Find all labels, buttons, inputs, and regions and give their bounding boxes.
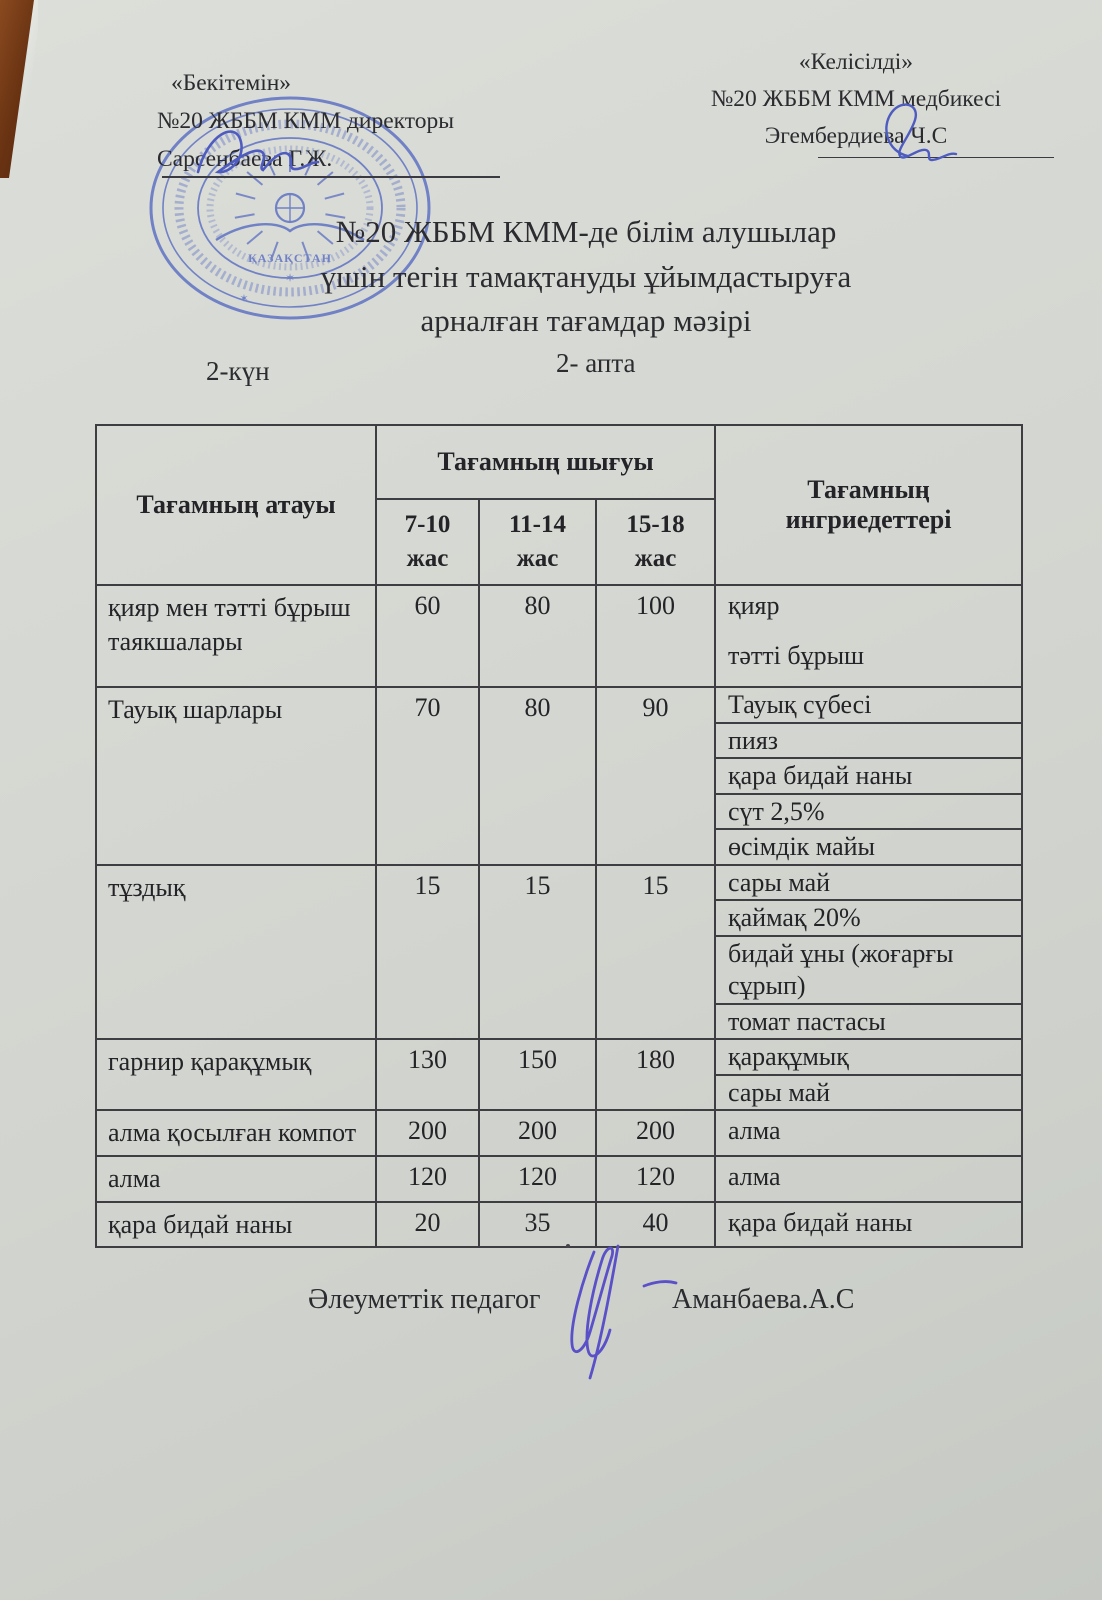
ingredient-item: томат пастасы [728, 1006, 886, 1036]
portion-7-10-cell: 60 [376, 585, 479, 687]
document-title [300, 210, 872, 344]
col-header-dish-name: Тағамның атауы [96, 425, 376, 585]
ingredient-item: пияз [716, 724, 1021, 760]
col-header-age-11-14: 11-14 жас [479, 499, 596, 585]
stamp-center-label: ҚАЗАҚСТАН [248, 251, 332, 265]
portion-11-14-cell: 80 [479, 687, 596, 865]
dish-name-cell: гарнир қарақұмық [96, 1039, 376, 1110]
title-line-2: үшін тегін тамақтануды ұйымдастыруға [320, 258, 852, 294]
dish-name-cell: алма қосылған компот [96, 1110, 376, 1156]
footer-role-label: Әлеуметтік педагог [308, 1284, 541, 1315]
ingredient-item: қарақұмық [716, 1040, 1021, 1076]
portion-11-14-cell: 200 [479, 1110, 596, 1156]
menu-row [96, 865, 1022, 1040]
ingredients-cell [715, 865, 1022, 1040]
menu-row [96, 687, 1022, 865]
ingredient-item: сары май [716, 866, 1021, 902]
portion-7-10-cell: 120 [376, 1156, 479, 1202]
dish-name-cell: тұздық [96, 865, 376, 1040]
ingredient-item: қара бидай наны [716, 759, 1021, 795]
week-label: 2- апта [556, 348, 636, 378]
menu-row [96, 1039, 1022, 1110]
ingredient-item: алма [728, 1161, 781, 1191]
ingredients-cell [715, 1110, 1022, 1156]
portion-15-18-cell: 180 [596, 1039, 715, 1110]
ingredients-cell [715, 1039, 1022, 1110]
col-header-age-7-10: 7-10 жас [376, 499, 479, 585]
portion-11-14-cell: 150 [479, 1039, 596, 1110]
portion-7-10-cell: 130 [376, 1039, 479, 1110]
portion-11-14-cell: 120 [479, 1156, 596, 1202]
portion-7-10-cell: 70 [376, 687, 479, 865]
director-signature [180, 112, 420, 192]
approval-left-org: №20 ЖББМ КММ директоры [157, 108, 455, 135]
footer-signer-name: Аманбаева.А.С [672, 1284, 855, 1315]
col-header-ingredients: Тағамның ингриедеттері [715, 425, 1022, 585]
portion-7-10-cell: 20 [376, 1202, 479, 1248]
nurse-signature [828, 86, 988, 186]
stamp-star-icon: ✶ [284, 271, 296, 285]
portion-7-10-cell: 200 [376, 1110, 479, 1156]
portion-15-18-cell: 15 [596, 865, 715, 1040]
stamp-star-icon: ✶ [239, 293, 249, 305]
menu-row [96, 1110, 1022, 1156]
col-header-output-group: Тағамның шығуы [376, 425, 715, 499]
day-label: 2-күн [206, 356, 270, 386]
dish-name-cell: қара бидай наны [96, 1202, 376, 1248]
ingredient-item: қаймақ 20% [716, 901, 1021, 937]
portion-11-14-cell: 15 [479, 865, 596, 1040]
portion-7-10-cell: 15 [376, 865, 479, 1040]
menu-row [96, 585, 1022, 687]
portion-15-18-cell: 100 [596, 585, 715, 687]
menu-row [96, 1156, 1022, 1202]
ingredients-cell [715, 585, 1022, 687]
col-header-age-15-18: 15-18 жас [596, 499, 715, 585]
portion-15-18-cell: 40 [596, 1202, 715, 1248]
title-line-1: №20 ЖББМ КММ-де білім алушылар [335, 214, 837, 249]
ingredient-item: өсімдік майы [728, 832, 875, 861]
pedagog-signature [538, 1228, 698, 1388]
portion-15-18-cell: 200 [596, 1110, 715, 1156]
ingredient-item: Тауық сүбесі [716, 688, 1021, 724]
ingredient-item: қара бидай наны [728, 1207, 913, 1237]
dish-name-cell: қияр мен тәтті бұрыш таякшалары [96, 585, 376, 687]
portion-15-18-cell: 90 [596, 687, 715, 865]
portion-11-14-cell: 35 [479, 1202, 596, 1248]
portion-15-18-cell: 120 [596, 1156, 715, 1202]
approval-right-org: №20 ЖББМ КММ медбикесі [710, 86, 1002, 113]
ingredients-cell [715, 687, 1022, 865]
portion-11-14-cell: 80 [479, 585, 596, 687]
approval-right-signer: Эгембердиева Ч.С [764, 123, 948, 150]
approval-left-signer: Сарсенбаева Г.Ж. [157, 146, 333, 173]
title-line-3: арналған тағамдар мәзірі [420, 303, 752, 339]
ingredient-item: алма [728, 1116, 781, 1145]
approval-right-quote: «Келісілді» [798, 49, 914, 75]
ingredient-item: бидай ұны (жоғарғы сұрып) [716, 937, 1021, 1005]
approval-left-quote: «Бекітемін» [171, 70, 292, 96]
dish-name-cell: Тауық шарлары [96, 687, 376, 865]
ingredient-item: сүт 2,5% [716, 795, 1021, 831]
table-header-row-1 [96, 425, 1022, 499]
ingredient-item: тәтті бұрыш [728, 641, 865, 670]
menu-table [95, 424, 1023, 1248]
ingredients-cell [715, 1156, 1022, 1202]
menu-table-body [96, 585, 1022, 1247]
ingredient-item: қияр [728, 591, 780, 620]
ingredient-item: сары май [728, 1077, 831, 1107]
ingredients-cell [715, 1202, 1022, 1248]
dish-name-cell: алма [96, 1156, 376, 1202]
